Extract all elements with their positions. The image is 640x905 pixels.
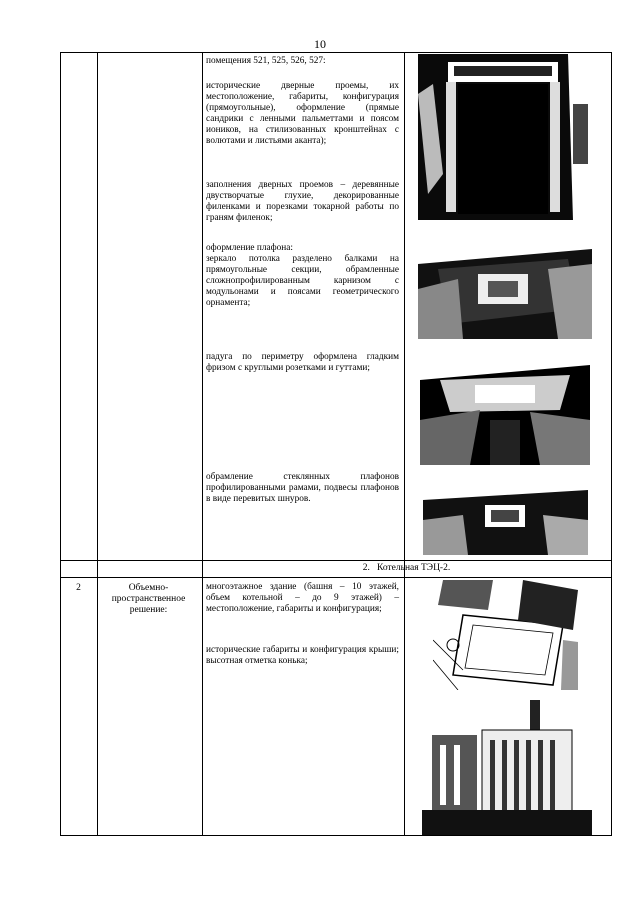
page-number: 10 (314, 37, 326, 51)
row1-ceiling-title: оформление плафона: (206, 243, 293, 253)
column-divider (404, 53, 405, 835)
column-divider (97, 53, 98, 835)
photo-doorway (418, 54, 592, 220)
row1-paragraph-door-fillings: заполнения дверных проемов – деревянные двустворчатые глухие, декорированные филенками и порезками токарной работы по граням филенок; (206, 180, 399, 223)
row2-label: Объемно-пространственное решение: (111, 583, 186, 615)
photo-boiler-house (422, 695, 592, 835)
row1-paragraph-doors: исторические дверные проемы, их местоположение, габариты, конфигурация (прямоугольные), оформление (прямые сандрики с ленными пальметтами и поясом иоников, на стилизованных кронштейнах с волютами и листьями аканта); (206, 81, 399, 146)
section-title: Котельная ТЭЦ-2. (377, 563, 451, 573)
column-divider (202, 53, 203, 835)
row1-paragraph-ceiling: зеркало потолка разделено балками на прямоугольные секции, обрамленные сложнопрофилированным карнизом с модульонами и поясами геометрического орнамента; (206, 254, 399, 308)
photo-ceiling-beams (418, 229, 592, 339)
row1-paragraph-lamp-frames: обрамление стеклянных плафонов профилированными рамами, подвесы плафонов в виде перевитых шнуров. (206, 472, 399, 504)
photo-glass-lamp (423, 470, 588, 555)
row2-paragraph-roof: исторические габариты и конфигурация крыши; высотная отметка конька; (206, 645, 399, 666)
photo-frieze (420, 350, 590, 465)
photo-site-plan (433, 580, 578, 690)
row1-heading: помещения 521, 525, 526, 527: (206, 56, 326, 66)
row-divider (61, 560, 611, 561)
row2-number: 2 (76, 583, 81, 593)
section-number: 2. (362, 563, 370, 573)
section-header (201, 563, 612, 573)
row1-paragraph-frieze: падуга по периметру оформлена гладким фризом с круглыми розетками и гуттами; (206, 352, 399, 373)
row2-paragraph-building: многоэтажное здание (башня – 10 этажей, объем котельной – до 9 этажей) – местоположение, габариты и конфигурация; (206, 582, 399, 614)
row-divider (61, 577, 611, 578)
